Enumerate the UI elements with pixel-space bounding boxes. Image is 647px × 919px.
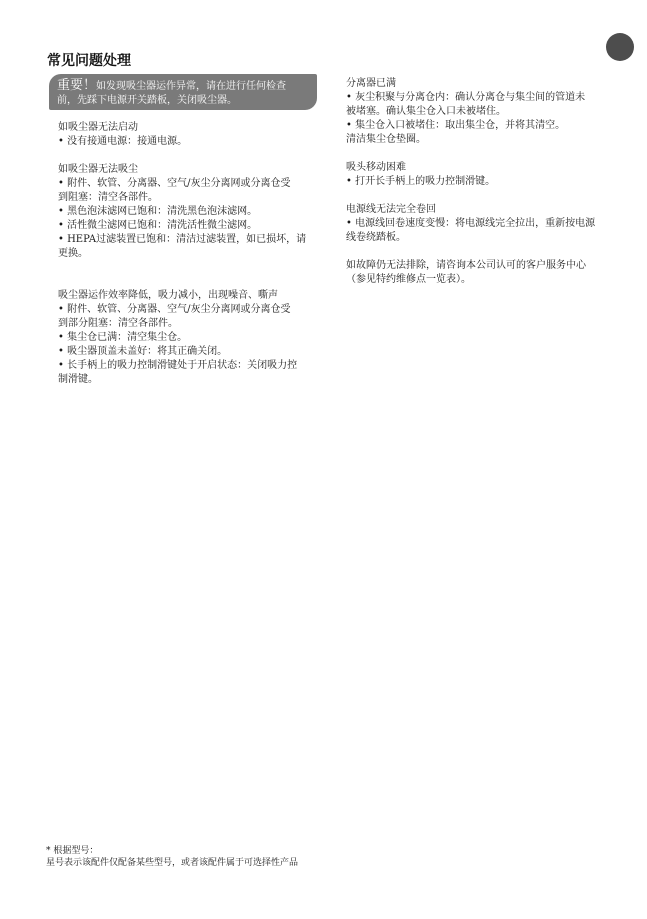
section-line: • 吸尘器顶盖未盖好：将其正确关闭。 [58, 346, 228, 357]
section-line: 到部分阻塞：清空各部件。 [58, 318, 178, 329]
section-reduced-efficiency [58, 289, 320, 387]
model-footnote [46, 845, 386, 869]
page-title: 常见问题处理 [47, 53, 131, 69]
section-line: • 附件、软管、分离器、空气/灰尘分离网或分离仓受 [58, 178, 291, 189]
section-cord-rewind [346, 203, 608, 245]
section-title: 分离器已满 [346, 78, 396, 89]
section-title: 如吸尘器无法启动 [58, 122, 138, 133]
section-line: • 黑色泡沫滤网已饱和：清洗黑色泡沫滤网。 [58, 206, 258, 217]
service-contact-note [346, 259, 608, 287]
section-title: 吸头移动困难 [346, 162, 406, 173]
contact-line1: 如故障仍无法排除，请咨询本公司认可的客户服务中心 [346, 260, 586, 271]
section-title: 如吸尘器无法吸尘 [58, 164, 138, 175]
section-separator-full [346, 77, 608, 147]
section-line: • 电源线回卷速度变慢：将电源线完全拉出，重新按电源 [346, 218, 596, 229]
section-line: • 附件、软管、分离器、空气/灰尘分离网或分离仓受 [58, 304, 291, 315]
section-line: • 没有接通电源：接通电源。 [58, 136, 188, 147]
notice-lead: 重要！ [57, 78, 97, 93]
important-notice [49, 74, 317, 110]
left-column [58, 121, 320, 401]
notice-text-line1: 如发现吸尘器运作异常，请在进行任何检查 [96, 81, 287, 92]
section-title: 吸尘器运作效率降低，吸力减小，出现噪音、嘶声 [58, 290, 278, 301]
section-line: • 灰尘积聚与分离仓内：确认分离仓与集尘间的管道未 [346, 92, 586, 103]
section-line: 制滑键。 [58, 374, 98, 385]
page-corner-marker [606, 33, 634, 61]
section-line: 清洁集尘仓垫圈。 [346, 134, 426, 145]
section-line: • 打开长手柄上的吸力控制滑键。 [346, 176, 496, 187]
notice-text-line2: 前，先踩下电源开关踏板，关闭吸尘器。 [57, 95, 237, 106]
section-line: • 集尘仓已满：清空集尘仓。 [58, 332, 188, 343]
section-line: • 活性微尘滤网已饱和：清洗活性微尘滤网。 [58, 220, 258, 231]
section-line: • HEPA过滤装置已饱和：清洁过滤装置，如已损坏，请 [58, 234, 307, 245]
contact-line2: （参见特约维修点一览表）。 [346, 274, 471, 285]
section-line: 更换。 [58, 248, 88, 259]
section-line: 线卷绕踏板。 [346, 232, 406, 243]
section-line: • 长手柄上的吸力控制滑键处于开启状态：关闭吸力控 [58, 360, 298, 371]
section-line: 被堵塞。确认集尘仓入口未被堵住。 [346, 106, 506, 117]
section-title: 电源线无法完全卷回 [346, 204, 436, 215]
footnote-line2: 星号表示该配件仅配备某些型号，或者该配件属于可选择性产品 [46, 858, 299, 868]
section-line: 到阻塞：清空各部件。 [58, 192, 158, 203]
section-no-start [58, 121, 320, 149]
footnote-line1: * 根据型号： [46, 846, 99, 856]
section-head-hard-to-move [346, 161, 608, 189]
section-line: • 集尘仓入口被堵住：取出集尘仓，并将其清空。 [346, 120, 566, 131]
section-no-suction [58, 163, 320, 261]
right-column [346, 77, 608, 301]
